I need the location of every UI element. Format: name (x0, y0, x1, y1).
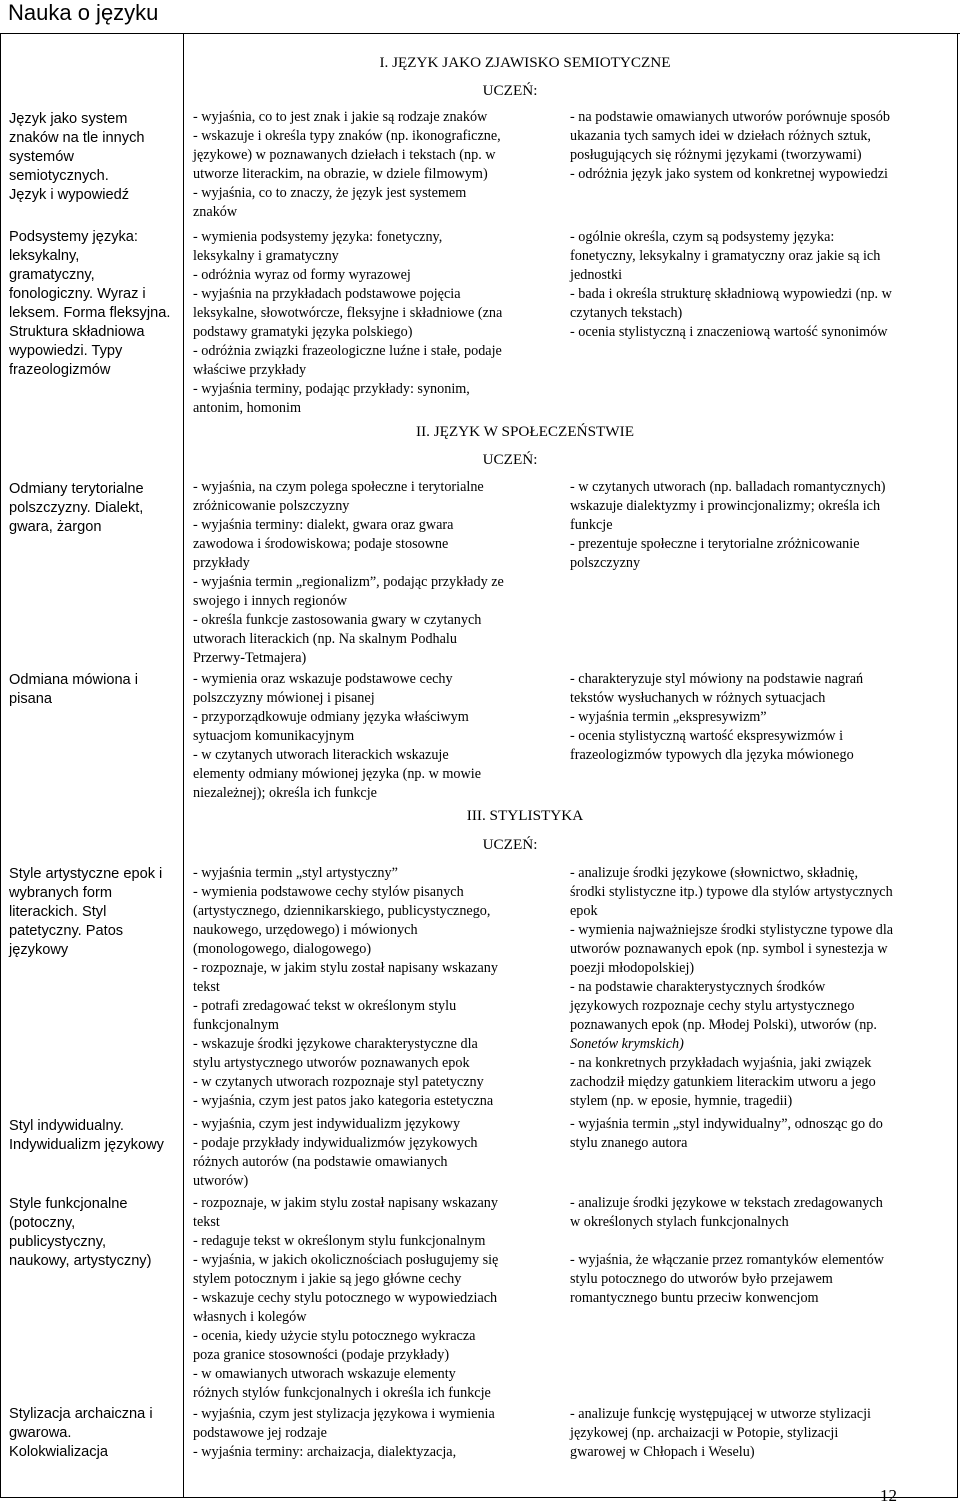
basic-requirements-cell: - wyjaśnia, czym jest stylizacja językowa i wymienia podstawowe jej rodzaje - wyjaśnia terminy: archaizacja, dialektyzacja, (193, 1406, 495, 1460)
section-uczen-label: UCZEŃ: (482, 836, 538, 853)
section-uczen-label: UCZEŃ: (482, 82, 538, 99)
topic-cell: Odmiana mówiona i pisana (9, 672, 138, 707)
table-left-border (0, 33, 1, 1498)
topic-cell: Język jako system znaków na tle innych systemów semiotycznych. Język i wypowiedź (9, 111, 145, 203)
basic-requirements-cell: - wyjaśnia, co to jest znak i jakie są rodzaje znaków - wskazuje i określa typy znaków (np. ikonograficzne, językowe) w poznawanych dziełach i tekstach (np. w utworze literackim, na obrazie, w dziele filmowym) - wyjaśnia, co to znaczy, że język jest systemem znaków (193, 109, 501, 220)
extended-requirements-cell: - analizuje funkcję występującej w utworze stylizacji językowej (np. archaizacji w Potopie, stylizacji gwarowej w Chłopach i Weselu) (570, 1406, 871, 1460)
section-heading: III. STYLISTYKA (466, 807, 584, 824)
topic-cell: Odmiany terytorialne polszczyzny. Dialekt, gwara, żargon (9, 481, 144, 535)
basic-requirements-cell: - wyjaśnia, na czym polega społeczne i terytorialne zróżnicowanie polszczyzny - wyjaśnia terminy: dialekt, gwara oraz gwara zawodowa i środowiskowa; podaje stosowne przykłady - wyjaśnia termin „regionalizm”, podając przykłady ze swojego i innych regionów - określa funkcje zastosowania gwary w czytanych utworach literackich (np. Na skalnym Podhalu Przerwy-Tetmajera) (193, 479, 504, 666)
table-right-border (957, 33, 958, 1498)
page-title: Nauka o języku (8, 0, 159, 25)
page-number: 12 (880, 1486, 897, 1505)
topic-cell: Stylizacja archaiczna i gwarowa. Kolokwializacja (9, 1406, 153, 1460)
topic-cell: Style funkcjonalne (potoczny, publicystyczny, naukowy, artystyczny) (9, 1196, 152, 1269)
column-divider (183, 33, 184, 1498)
extended-requirements-cell: - ogólnie określa, czym są podsystemy języka: fonetyczny, leksykalny i gramatyczny oraz jakie są ich jednostki - bada i określa strukturę składniową wypowiedzi (np. w czytanych tekstach) - ocenia stylistyczną i znaczeniową wartość synonimów (570, 229, 892, 340)
basic-requirements-cell: - wyjaśnia, czym jest indywidualizm językowy - podaje przykłady indywidualizmów językowych różnych autorów (na podstawie omawianych utworów) (193, 1116, 478, 1189)
topic-cell: Style artystyczne epok i wybranych form literackich. Styl patetyczny. Patos językowy (9, 866, 163, 958)
topic-cell: Styl indywidualny. Indywidualizm językowy (9, 1118, 164, 1153)
extended-requirements-cell: - wyjaśnia termin „styl indywidualny”, odnosząc go do stylu znanego autora (570, 1116, 883, 1151)
basic-requirements-cell: - wyjaśnia termin „styl artystyczny” - wymienia podstawowe cechy stylów pisanych (artystycznego, dziennikarskiego, publicystycznego, naukowego, urzędowego) i mówionych (monologowego, dialogowego) - rozpoznaje, w jakim stylu został napisany wskazany tekst - potrafi zredagować tekst w określonym stylu funkcjonalnym - wskazuje środki językowe charakterystyczne dla stylu artystycznego utworów poznawanych epok - w czytanych utworach rozpoznaje styl patetyczny - wyjaśnia, czym jest patos jako kategoria estetyczna (193, 865, 498, 1109)
topic-cell: Podsystemy języka: leksykalny, gramatyczny, fonologiczny. Wyraz i leksem. Forma fleksyjna. Struktura składniowa wypowiedzi. Typy frazeologizmów (9, 229, 171, 378)
section-uczen-label: UCZEŃ: (482, 451, 538, 468)
table-bottom-border (0, 1497, 958, 1498)
extended-requirements-cell: - w czytanych utworach (np. balladach romantycznych) wskazuje dialektyzmy i prowincjonalizmy; określa ich funkcje - prezentuje społeczne i terytorialne zróżnicowanie polszczyzny (570, 479, 886, 571)
extended-requirements-cell: - analizuje środki językowe w tekstach zredagowanych w określonych stylach funkcjonalnych - wyjaśnia, że włączanie przez romantyków elementów stylu potocznego do utworów było przejawem romantycznego buntu przeciw konwencjom (570, 1195, 884, 1306)
basic-requirements-cell: - wymienia podsystemy języka: fonetyczny, leksykalny i gramatyczny - odróżnia wyraz od formy wyrazowej - wyjaśnia na przykładach podstawowe pojęcia leksykalne, słowotwórcze, fleksyjne i składniowe (zna podstawy gramatyki języka polskiego) - odróżnia związki frazeologiczne luźne i stałe, podaje właściwe przykłady - wyjaśnia terminy, podając przykłady: synonim, antonim, homonim (193, 229, 503, 416)
basic-requirements-cell: - wymienia oraz wskazuje podstawowe cechy polszczyzny mówionej i pisanej - przyporządkowuje odmiany języka właściwym sytuacjom komunikacyjnym - w czytanych utworach literackich wskazuje elementy odmiany mówionej języka (np. w mowie niezależnej); określa ich funkcje (193, 671, 482, 801)
extended-requirements-cell: - na podstawie omawianych utworów porównuje sposób ukazania tych samych idei w dziełach różnych sztuk, posługujących się różnymi językami (tworzywami) - odróżnia język jako system od konkretnej wypowiedzi (570, 109, 890, 182)
basic-requirements-cell: - rozpoznaje, w jakim stylu został napisany wskazany tekst - redaguje tekst w określonym stylu funkcjonalnym - wyjaśnia, w jakich okolicznościach posługujemy się stylem potocznym i jakie są jego główne cechy - wskazuje cechy stylu potocznego w wypowiedziach własnych i kolegów - ocenia, kiedy użycie stylu potocznego wykracza poza granice stosowności (podaje przykłady) - w omawianych utworach wskazuje elementy różnych stylów funkcjonalnych i określa ich funkcje (193, 1195, 499, 1401)
section-heading: I. JĘZYK JAKO ZJAWISKO SEMIOTYCZNE (379, 54, 671, 71)
extended-requirements-cell: - charakteryzuje styl mówiony na podstawie nagrań tekstów wysłuchanych w różnych sytuacjach - wyjaśnia termin „ekspresywizm” - ocenia stylistyczną wartość ekspresywizmów i frazeologizmów typowych dla języka mówionego (570, 671, 864, 763)
section-heading: II. JĘZYK W SPOŁECZEŃSTWIE (416, 423, 634, 440)
extended-requirements-cell: - analizuje środki językowe (słownictwo, składnię, środki stylistyczne itp.) typowe dla stylów artystycznych epok - wymienia najważniejsze środki stylistyczne typowe dla utworów poznawanych epok (np. symbol i synestezja w poezji młodopolskiej) - na podstawie charakterystycznych środków językowych rozpoznaje cechy stylu artystycznego poznawanych epok (np. Młodej Polski), utworów (np. Sonetów krymskich) - na konkretnych przykładach wyjaśnia, jaki związek zachodził między gatunkiem literackim utworu a jego stylem (np. w eposie, hymnie, tragedii) (570, 865, 894, 1109)
table-top-border (0, 33, 960, 34)
